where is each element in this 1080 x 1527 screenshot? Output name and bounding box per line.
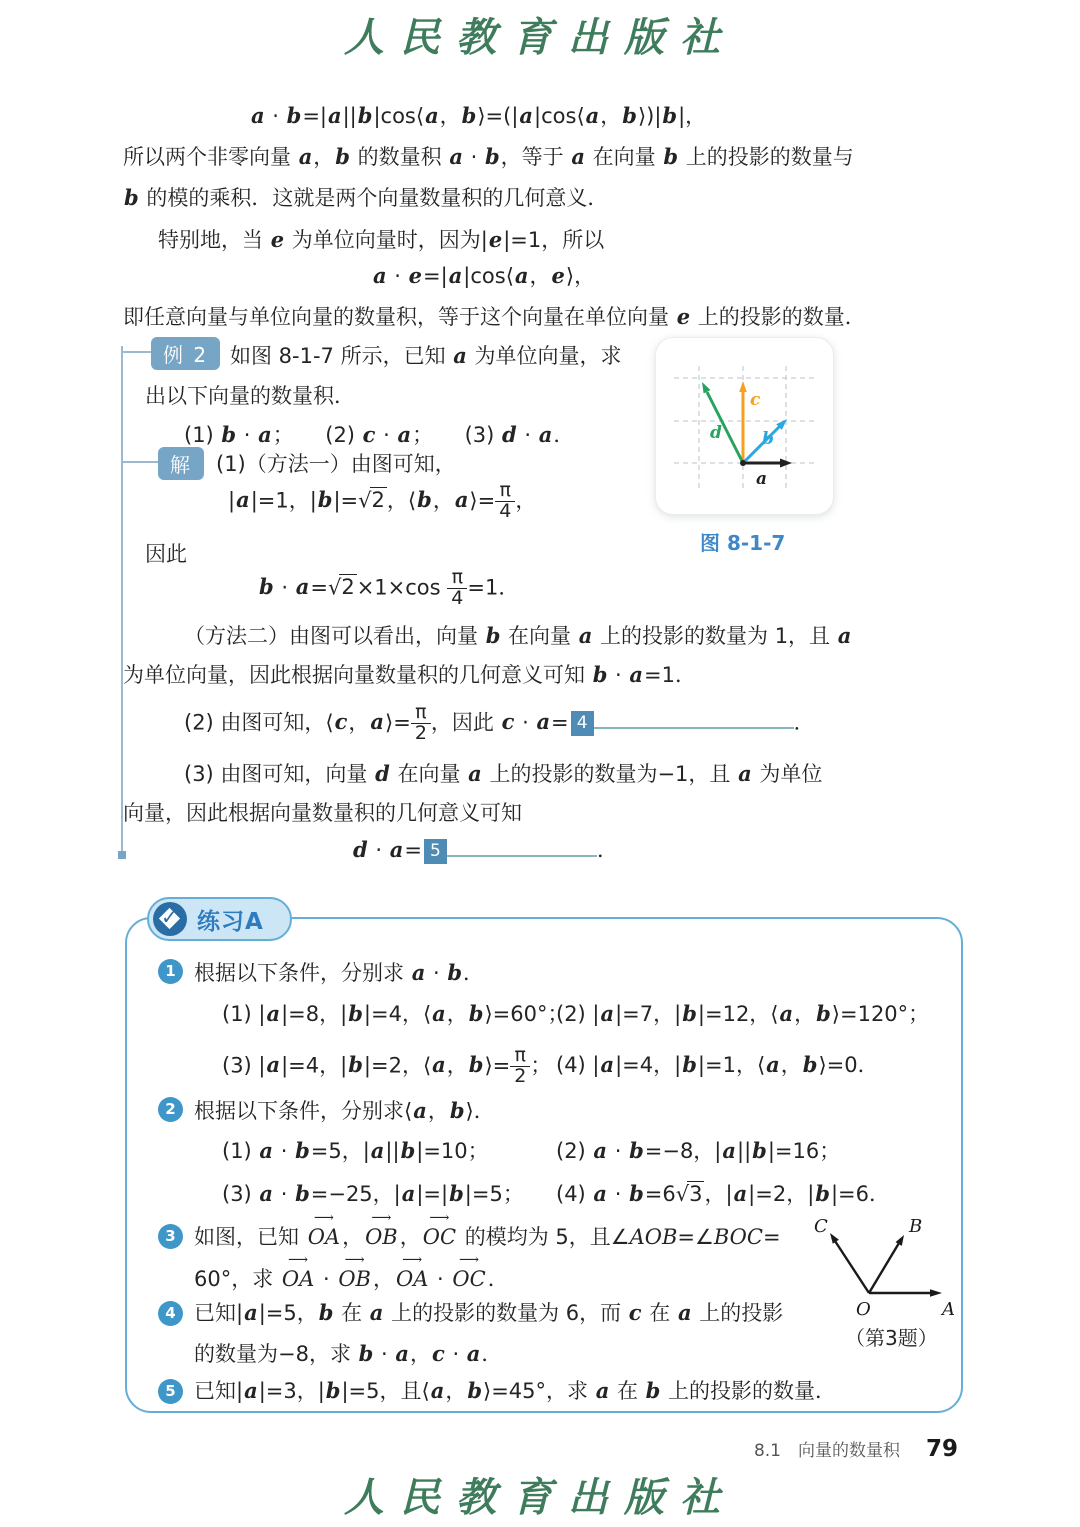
vector-c-head <box>739 381 747 392</box>
example-bracket-tick-2 <box>121 461 159 463</box>
problem-2-number: 2 <box>158 1097 183 1122</box>
fig3-arrows <box>835 1241 932 1293</box>
problem-2-stem: 根据以下条件，分别求⟨a，b⟩． <box>194 1098 495 1123</box>
intro-text-4: 即任意向量与单位向量的数量积，等于这个向量在单位向量 e 上的投影的数量． <box>123 304 866 329</box>
example-line-1: 如图 8-1-7 所示，已知 a 为单位向量，求 <box>230 343 622 368</box>
fig3-label-O: O <box>856 1299 871 1320</box>
solution-badge: 解 <box>158 447 204 480</box>
figure-caption: 图 8-1-7 <box>700 531 786 555</box>
label-vector-b: b <box>762 429 774 449</box>
label-vector-d: d <box>710 423 722 443</box>
fig3-arrow-a-head <box>930 1289 942 1297</box>
vector-d-head <box>702 382 710 394</box>
example-badge: 例 2 <box>151 337 220 370</box>
example-bracket-tick-1 <box>121 351 153 353</box>
solution-line-2: |a|=1，|b|=√2，⟨b，a⟩= $\frac{\pi}{4}$ ， <box>228 479 537 522</box>
fig3-caption: （第3题） <box>845 1326 938 1350</box>
footer-section: 8.1 向量的数量积 <box>753 1441 900 1461</box>
footer-page-number: 79 <box>925 1436 958 1462</box>
solution-part3-2: 向量，因此根据向量数量积的几何意义可知 <box>123 801 522 825</box>
solution-line-3: 因此 <box>145 542 187 566</box>
problem-2-4: (4) a · b=6√3，|a|=2，|b|=6． <box>556 1181 891 1206</box>
solution-method2-2: 为单位向量，因此根据向量数量积的几何意义可知 b · a=1． <box>123 662 696 687</box>
publisher-calligraphy-bottom: 人民教育出版社 <box>344 1474 736 1521</box>
practice-tab-label: 练习A <box>197 908 264 935</box>
problem-2-2: (2) a · b=−8，|a||b|=16； <box>556 1138 841 1163</box>
book-check-icon: ✓ <box>153 902 187 936</box>
fig3-label-B: B <box>909 1216 923 1237</box>
problem-1-2: (2) |a|=7，|b|=12，⟨a，b⟩=120°； <box>556 1001 930 1026</box>
figure-8-1-7-card <box>655 337 834 515</box>
problem-4-2: 的数量为−8，求 b · a，c · a． <box>194 1341 503 1366</box>
intro-text-2: b 的模的乘积．这就是两个向量数量积的几何意义． <box>124 185 609 210</box>
practice-tab <box>147 897 292 941</box>
problem-1-stem: 根据以下条件，分别求 a · b． <box>194 960 485 985</box>
label-vector-c: c <box>750 390 761 410</box>
solution-method2-1: （方法二）由图可以看出，向量 b 在向量 a 上的投影的数量为 1，且 a <box>184 623 852 648</box>
fig3-label-C: C <box>814 1216 828 1237</box>
problem-3-number: 3 <box>158 1224 183 1249</box>
problem-5-number: 5 <box>158 1379 183 1404</box>
example-bracket-line <box>121 346 123 856</box>
formula-unit-vector: a · e=|a|cos⟨a，e⟩， <box>373 263 596 288</box>
example-bracket-end <box>118 851 126 859</box>
problem-3-1: 如图，已知 ⟶ OA，⟶ OB，⟶ OC 的模均为 5，且∠AOB=∠BOC= <box>194 1224 781 1251</box>
problem-4-number: 4 <box>158 1301 183 1326</box>
problem-3-figure <box>812 1212 964 1324</box>
fig3-arrow-b-head <box>896 1235 905 1246</box>
problem-1-4: (4) |a|=4，|b|=1，⟨a，b⟩=0． <box>556 1052 879 1077</box>
origin-dot <box>740 460 746 466</box>
example-line-3: (1) b · a； (2) c · a； (3) d · a． <box>184 422 575 447</box>
fig3-label-A: A <box>942 1299 955 1320</box>
problem-1-1: (1) |a|=8，|b|=4，⟨a，b⟩=60°； <box>222 1001 569 1026</box>
vector-diagram <box>656 338 833 514</box>
problem-4-1: 已知|a|=5，b 在 a 上的投影的数量为 6，而 c 在 a 上的投影 <box>194 1300 784 1325</box>
problem-1-number: 1 <box>158 959 183 984</box>
intro-text-1: 所以两个非零向量 a，b 的数量积 a · b，等于 a 在向量 b 上的投影的数量与 <box>123 144 854 169</box>
solution-line-1: (1)（方法一）由图可知， <box>216 452 456 476</box>
problem-2-1: (1) a · b=5，|a||b|=10； <box>222 1138 489 1163</box>
solution-part3-formula: d · a= 5 ． <box>353 837 618 862</box>
solution-part2: (2) 由图可知，⟨c，a⟩= $\frac{\pi}{2}$ ，因此 c · a= 4 ． <box>184 701 815 744</box>
solution-formula: b · a=√2×1×cos $\frac{\pi}{4}$ =1． <box>259 566 520 609</box>
page-footer <box>754 1436 958 1462</box>
problem-5-1: 已知|a|=3，|b|=5，且⟨a，b⟩=45°，求 a 在 b 上的投影的数量． <box>194 1378 837 1403</box>
problem-2-3: (3) a · b=−25，|a|=|b|=5； <box>222 1181 524 1206</box>
solution-part3-1: (3) 由图可知，向量 d 在向量 a 上的投影的数量为−1，且 a 为单位 <box>184 761 823 786</box>
label-vector-a: a <box>756 469 768 489</box>
intro-text-3: 特别地，当 e 为单位向量时，因为|e|=1，所以 <box>158 227 605 252</box>
formula-dot-product: a · b=|a||b|cos⟨a，b⟩=(|a|cos⟨a，b⟩)|b|， <box>251 103 707 128</box>
fig3-arrow-c-head <box>830 1233 839 1244</box>
example-line-2: 出以下向量的数量积． <box>145 384 355 408</box>
problem-1-3: (3) |a|=4，|b|=2，⟨a，b⟩= $\frac{\pi}{2}$ ； <box>222 1044 552 1087</box>
publisher-calligraphy-top: 人民教育出版社 <box>344 14 736 61</box>
problem-3-2: 60°，求 ⟶ OA · ⟶ OB，⟶ OA · ⟶ OC． <box>194 1266 509 1293</box>
